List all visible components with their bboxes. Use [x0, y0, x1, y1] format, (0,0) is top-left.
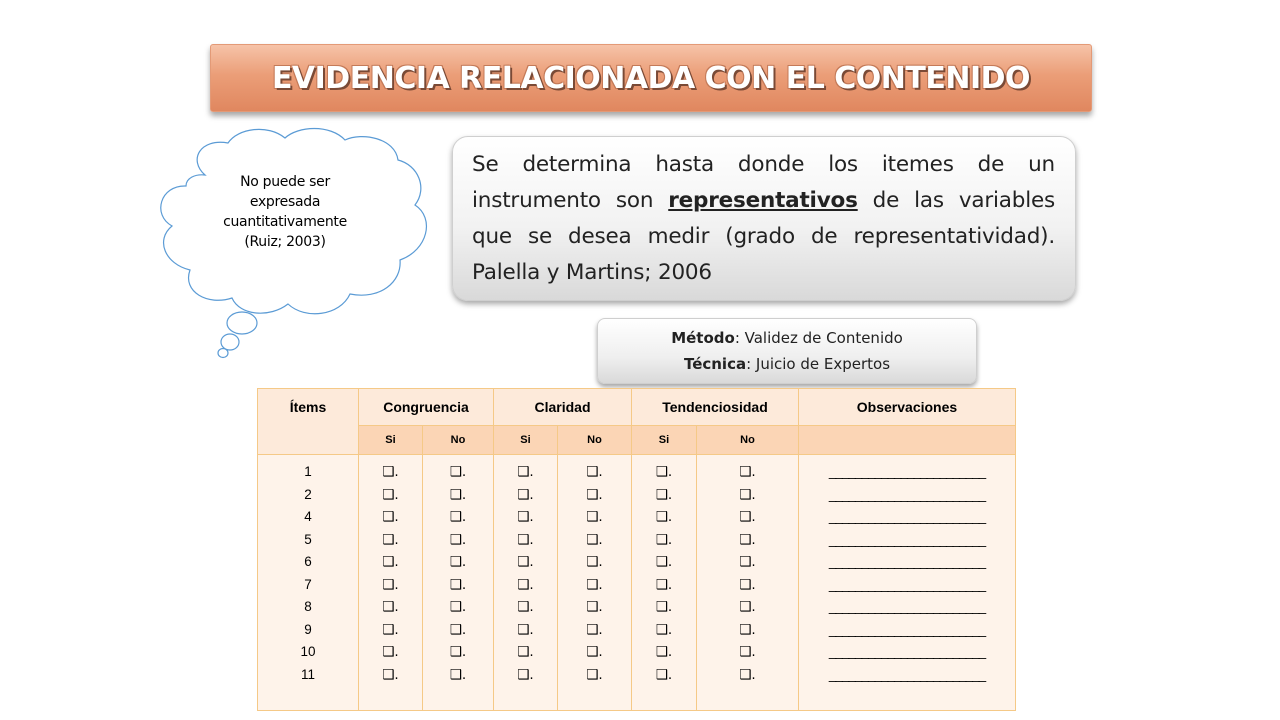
table-body-row [258, 455, 1016, 711]
subheader-blank [799, 426, 1016, 455]
table-header-row [258, 389, 1016, 426]
item-number: 8 [304, 599, 312, 614]
checkbox-cell [494, 455, 558, 711]
checkbox-icon[interactable]: ❑. [655, 554, 673, 570]
item-number: 10 [300, 644, 316, 659]
checkbox-column-claridad-si [494, 461, 557, 686]
checkbox-icon[interactable]: ❑. [517, 666, 534, 683]
items-cell [258, 455, 359, 711]
cloud-line: expresada [249, 194, 321, 210]
header-claridad: Claridad [494, 389, 632, 426]
cloud-bubble-small [218, 349, 228, 358]
checkbox-icon[interactable]: ❑. [586, 599, 603, 615]
checkbox-icon[interactable]: ❑. [655, 576, 673, 593]
observation-line[interactable]: ________________________ [828, 621, 986, 637]
subheader-si: Si [359, 426, 423, 455]
checkbox-icon[interactable]: ❑. [449, 666, 467, 683]
checkbox-icon[interactable]: ❑. [739, 644, 756, 660]
checkbox-icon[interactable]: ❑. [739, 554, 756, 570]
checkbox-cell [558, 455, 632, 711]
checkbox-icon[interactable]: ❑. [449, 621, 467, 638]
method-line [598, 325, 976, 351]
observation-line[interactable]: ________________________ [828, 531, 986, 547]
checkbox-icon[interactable]: ❑. [449, 554, 467, 570]
checkbox-icon[interactable]: ❑. [739, 621, 756, 638]
checkbox-icon[interactable]: ❑. [517, 464, 534, 480]
items-list [258, 461, 358, 686]
checkbox-icon[interactable]: ❑. [586, 621, 603, 638]
observations-list [799, 461, 1015, 686]
checkbox-icon[interactable]: ❑. [517, 644, 534, 660]
checkbox-icon[interactable]: ❑. [739, 464, 756, 480]
subheader-si: Si [494, 426, 558, 455]
checkbox-icon[interactable]: ❑. [739, 531, 756, 548]
checkbox-icon[interactable]: ❑. [655, 599, 673, 615]
checkbox-icon[interactable]: ❑. [517, 576, 534, 593]
checkbox-icon[interactable]: ❑. [586, 666, 603, 683]
checkbox-icon[interactable]: ❑. [739, 666, 756, 683]
checkbox-icon[interactable]: ❑. [449, 599, 467, 615]
checkbox-cell [697, 455, 799, 711]
definition-before: Se determina hasta donde los itemes de un instrumento son [472, 152, 1055, 213]
cloud-text [205, 172, 365, 252]
checkbox-icon[interactable]: ❑. [586, 509, 603, 525]
technique-line [598, 351, 976, 377]
checkbox-icon[interactable]: ❑. [382, 621, 399, 638]
checkbox-icon[interactable]: ❑. [739, 486, 756, 503]
checkbox-icon[interactable]: ❑. [739, 509, 756, 525]
checkbox-icon[interactable]: ❑. [517, 509, 534, 525]
observation-line[interactable]: ________________________ [828, 599, 986, 614]
header-tendenciosidad: Tendenciosidad [632, 389, 799, 426]
method-box [597, 318, 977, 384]
checkbox-icon[interactable]: ❑. [586, 486, 603, 503]
header-observaciones: Observaciones [799, 389, 1016, 426]
observation-line[interactable]: ________________________ [828, 666, 986, 682]
checkbox-column-tendenciosidad-no [697, 461, 798, 686]
subheader-no: No [423, 426, 494, 455]
checkbox-icon[interactable]: ❑. [449, 531, 467, 548]
checkbox-icon[interactable]: ❑. [449, 644, 467, 660]
checkbox-icon[interactable]: ❑. [586, 644, 603, 660]
item-number: 2 [304, 486, 312, 502]
checkbox-column-congruencia-no [423, 461, 493, 686]
checkbox-icon[interactable]: ❑. [655, 531, 673, 548]
checkbox-icon[interactable]: ❑. [517, 599, 534, 615]
checkbox-icon[interactable]: ❑. [382, 486, 399, 503]
checkbox-column-tendenciosidad-si [632, 461, 696, 686]
definition-emphasis: representativos [668, 188, 858, 213]
checkbox-icon[interactable]: ❑. [382, 554, 399, 570]
checkbox-icon[interactable]: ❑. [449, 576, 467, 593]
header-congruencia: Congruencia [359, 389, 494, 426]
cloud-line: cuantitativamente [223, 214, 347, 230]
checkbox-icon[interactable]: ❑. [517, 531, 534, 548]
observations-cell [799, 455, 1016, 711]
checkbox-icon[interactable]: ❑. [655, 621, 673, 638]
checkbox-icon[interactable]: ❑. [517, 486, 534, 503]
checkbox-icon[interactable]: ❑. [586, 531, 603, 548]
item-number: 1 [304, 464, 312, 479]
checkbox-icon[interactable]: ❑. [517, 621, 534, 638]
item-number: 5 [304, 531, 312, 547]
checkbox-icon[interactable]: ❑. [655, 486, 673, 503]
checkbox-icon[interactable]: ❑. [586, 576, 603, 593]
checkbox-icon[interactable]: ❑. [655, 666, 673, 683]
checkbox-cell [359, 455, 423, 711]
tecnica-label: Técnica [683, 355, 747, 373]
checkbox-icon[interactable]: ❑. [382, 666, 399, 683]
observation-line[interactable]: ________________________ [828, 576, 986, 592]
checkbox-icon[interactable]: ❑. [382, 509, 399, 525]
page-title: EVIDENCIA RELACIONADA CON EL CONTENIDO [271, 60, 1031, 96]
observation-line[interactable]: ________________________ [828, 486, 986, 502]
checkbox-column-claridad-no [558, 461, 631, 686]
checkbox-icon[interactable]: ❑. [655, 644, 673, 660]
checkbox-icon[interactable]: ❑. [517, 554, 534, 570]
evaluation-table [257, 388, 1016, 711]
metodo-value: : Validez de Contenido [734, 329, 903, 347]
checkbox-icon[interactable]: ❑. [382, 464, 399, 480]
item-number: 7 [304, 576, 312, 592]
checkbox-icon[interactable]: ❑. [739, 576, 756, 593]
table-subheader-row [258, 426, 1016, 455]
checkbox-column-congruencia-si [359, 461, 422, 686]
checkbox-icon[interactable]: ❑. [655, 464, 673, 480]
subheader-no: No [558, 426, 632, 455]
checkbox-icon[interactable]: ❑. [449, 464, 467, 480]
checkbox-icon[interactable]: ❑. [382, 644, 399, 660]
checkbox-icon[interactable]: ❑. [655, 509, 673, 525]
metodo-label: Método [671, 329, 735, 347]
definition-text [472, 147, 1055, 291]
subheader-no: No [697, 426, 799, 455]
checkbox-cell [423, 455, 494, 711]
definition-after: de las variables que se desea medir (grado de representatividad). Palella y Martins; 2006 [472, 188, 1056, 285]
item-number: 9 [304, 621, 312, 637]
observation-line[interactable]: ________________________ [828, 644, 986, 659]
checkbox-icon[interactable]: ❑. [739, 599, 756, 615]
item-number: 4 [304, 509, 312, 524]
checkbox-icon[interactable]: ❑. [449, 486, 467, 503]
cloud-bubble-large [227, 312, 257, 334]
checkbox-icon[interactable]: ❑. [382, 531, 399, 548]
checkbox-icon[interactable]: ❑. [586, 464, 603, 480]
checkbox-cell [632, 455, 697, 711]
cloud-line: (Ruiz; 2003) [244, 234, 326, 250]
checkbox-icon[interactable]: ❑. [382, 599, 399, 615]
subheader-si: Si [632, 426, 697, 455]
item-number: 6 [304, 554, 312, 569]
observation-line[interactable]: ________________________ [828, 464, 986, 479]
cloud-line: No puede ser [240, 174, 330, 190]
header-items: Ítems [258, 389, 359, 455]
observation-line[interactable]: ________________________ [828, 509, 986, 524]
checkbox-icon[interactable]: ❑. [449, 509, 467, 525]
checkbox-icon[interactable]: ❑. [586, 554, 603, 570]
cloud-bubble-medium [221, 334, 239, 350]
tecnica-value: : Juicio de Expertos [746, 355, 891, 373]
checkbox-icon[interactable]: ❑. [382, 576, 399, 593]
item-number: 11 [300, 666, 315, 682]
observation-line[interactable]: ________________________ [828, 554, 986, 569]
